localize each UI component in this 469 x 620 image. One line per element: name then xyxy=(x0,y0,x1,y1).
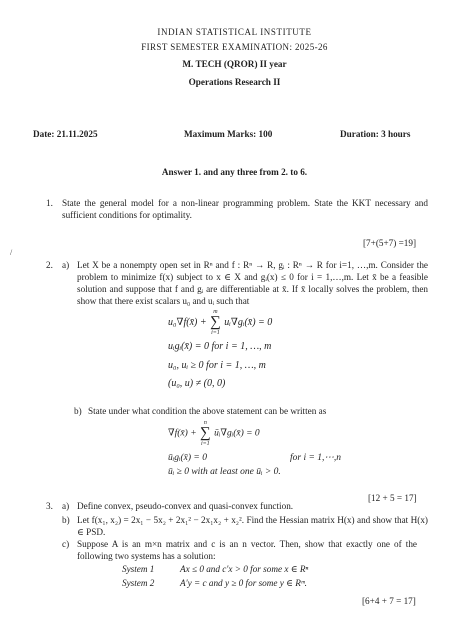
maximum-marks: Maximum Marks: 100 xyxy=(184,129,273,139)
instruction: Answer 1. and any three from 2. to 6. xyxy=(161,167,308,177)
system-1-label: System 1 xyxy=(122,564,155,574)
q2b-equation-3: ūᵢ ≥ 0 with at least one ūᵢ > 0. xyxy=(168,467,281,477)
q2a-eq1-right: uᵢ∇gᵢ(x̄) = 0 xyxy=(224,316,273,328)
q2b-equation-1 xyxy=(168,420,260,447)
q3b-label: b) xyxy=(62,515,70,525)
q2b-equation-2-range: for i = 1,⋯,n xyxy=(290,453,342,463)
q2a-equation-1 xyxy=(168,309,273,336)
exam-date: Date: 21.11.2025 xyxy=(33,129,98,139)
sum-lower: i=1 xyxy=(211,330,220,336)
q3c-text: Suppose A is an m×n matrix and c is an n vector. Then, show that exactly one of the following two systems has a solution: xyxy=(77,539,417,562)
q3b-text: Let f(x₁, x₂) = 2x₁ − 5x₂ + 2x₁² − 2x₁x₂ + x₂². Find the Hessian matrix H(x) and show that H(x) ∈ PSD. xyxy=(77,515,428,538)
q2b-eq1-left: ∇f(x̄) + xyxy=(168,428,197,439)
q1-marks: [7+(5+7) =19] xyxy=(363,238,417,248)
sum-upper: m xyxy=(213,309,218,315)
institute-name: INDIAN STATISTICAL INSTITUTE xyxy=(157,27,312,37)
q2a-label: a) xyxy=(62,260,70,270)
q3c-label: c) xyxy=(62,539,70,549)
q2b-eq1-right: ūᵢ∇gᵢ(x̄) = 0 xyxy=(214,428,260,439)
system-2-equation: A′y = c and y ≥ 0 for some y ∈ Rᵐ. xyxy=(180,578,307,588)
exam-duration: Duration: 3 hours xyxy=(340,129,411,139)
sum-symbol: ∑ n i=1 xyxy=(199,420,211,447)
q3-marks: [6+4 + 7 = 17] xyxy=(362,596,416,606)
q2a-eq1-left: u₀∇f(x̄) + xyxy=(168,316,207,328)
q1-number: 1. xyxy=(46,198,53,208)
q2a-text: Let X be a nonempty open set in Rⁿ and f : Rⁿ → R, gᵢ : Rⁿ → R for i=1, …,m. Consider the problem to minimize f(x) subject to x ∈ X and gᵢ(x) ≤ 0 for i = 1,…,m. Let x̄ be a feasible solution and suppose that f and gᵢ are differentiable at x̄. If x̄ locally solves the problem, then show that there exist scalars u₀ and uᵢ such that xyxy=(77,260,428,307)
q2-marks: [12 + 5 = 17] xyxy=(368,493,417,503)
exam-title: FIRST SEMESTER EXAMINATION: 2025-26 xyxy=(141,42,328,52)
q2a-equation-2: uᵢgᵢ(x̄) = 0 for i = 1, …, m xyxy=(168,341,272,352)
system-1-equation: Ax ≤ 0 and c′x > 0 for some x ∈ Rⁿ xyxy=(180,564,309,574)
program-name: M. TECH (QROR) II year xyxy=(182,59,287,69)
q2-number: 2. xyxy=(46,260,53,270)
sum-lower: i=1 xyxy=(200,441,210,447)
system-2-label: System 2 xyxy=(122,578,155,588)
q2b-text: State under what condition the above statement can be written as xyxy=(88,406,327,416)
sum-upper: n xyxy=(203,420,207,426)
course-name: Operations Research II xyxy=(188,77,281,87)
sum-symbol: ∑ m i=1 xyxy=(210,309,221,336)
q2b-equation-2: ūᵢgᵢ(x̄) = 0 xyxy=(168,453,207,463)
q3a-text: Define convex, pseudo-convex and quasi-convex function. xyxy=(77,501,294,511)
q3-number: 3. xyxy=(46,501,53,511)
q2b-label: b) xyxy=(74,406,82,416)
q2a-equation-4: (u₀, u) ≠ (0, 0) xyxy=(168,378,226,389)
margin-mark: / xyxy=(10,248,13,257)
q1-text: State the general model for a non-linear programming problem. State the KKT necessary and sufficient conditions for optimality. xyxy=(62,198,428,221)
q2a-equation-3: u₀, uᵢ ≥ 0 for i = 1, …, m xyxy=(168,360,266,371)
q3a-label: a) xyxy=(62,501,70,511)
